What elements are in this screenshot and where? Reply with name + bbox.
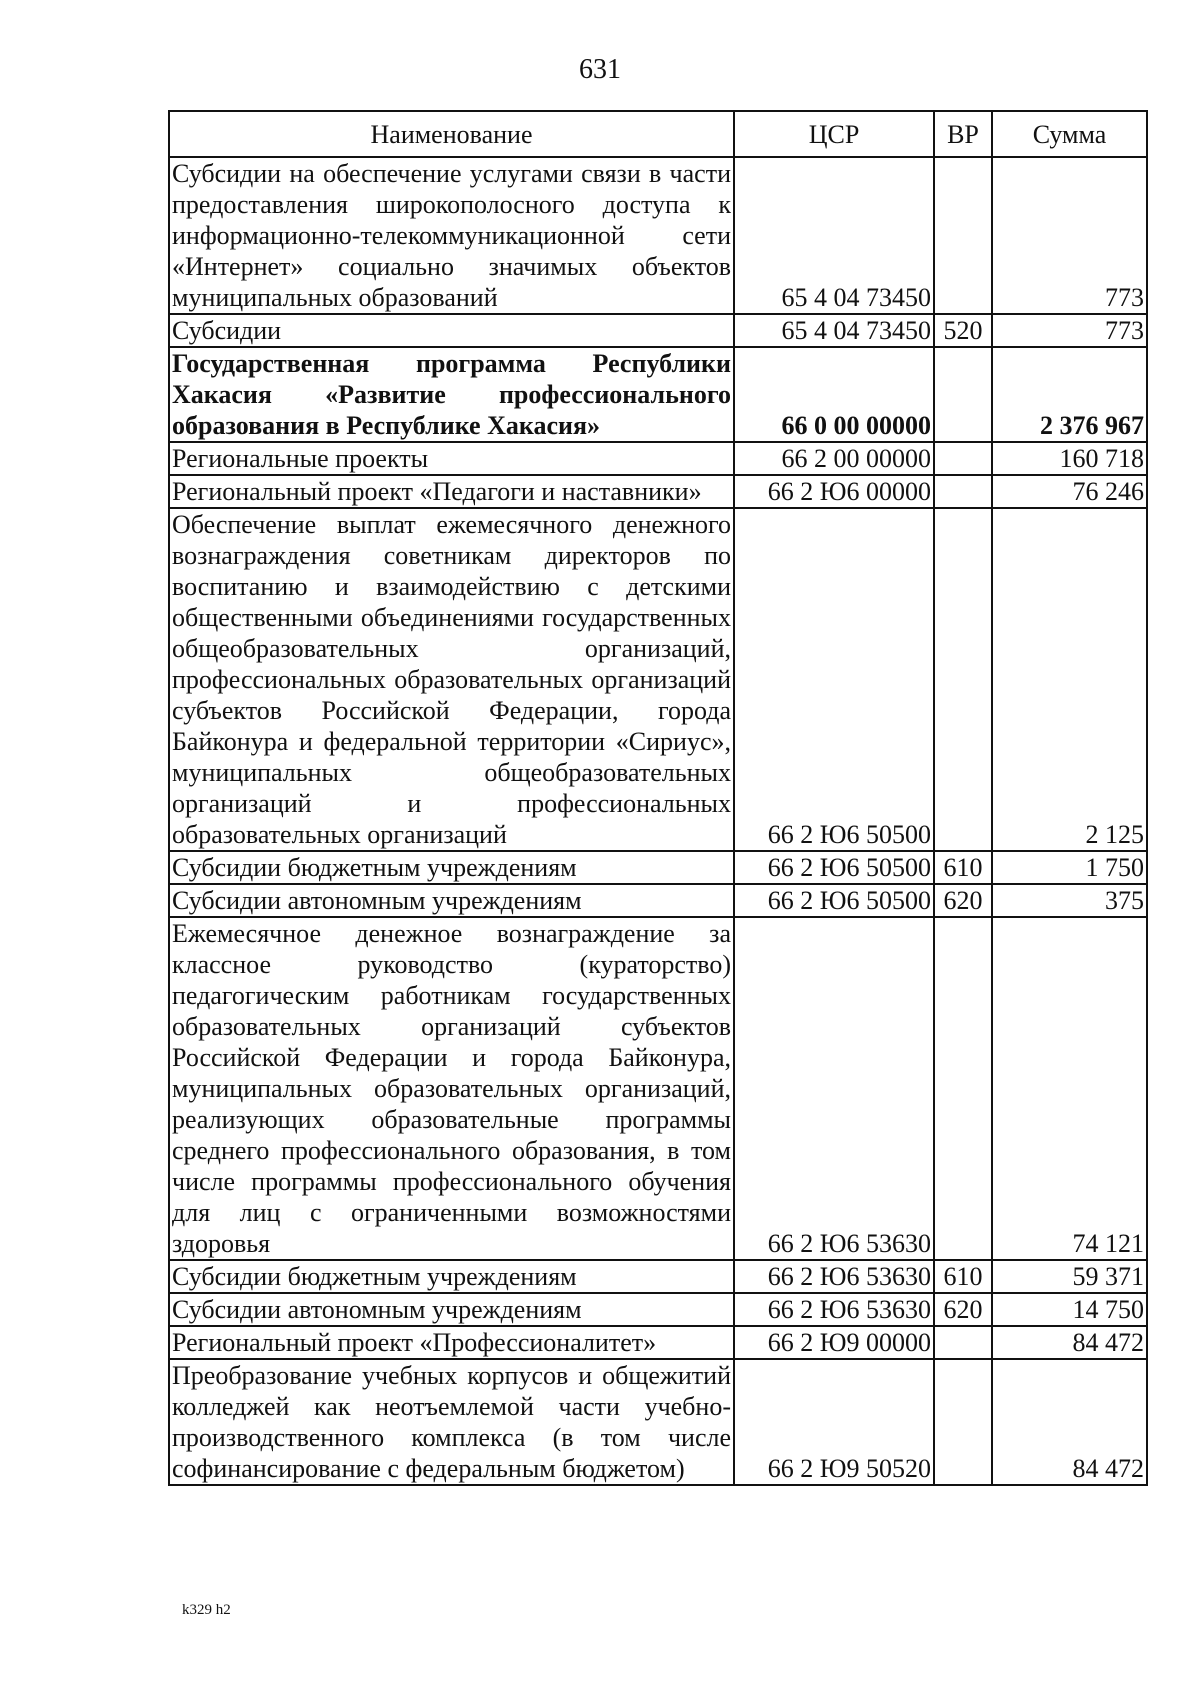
cell-csr: 66 2 Ю6 00000 xyxy=(734,475,934,508)
cell-sum: 74 121 xyxy=(992,917,1147,1260)
table-row xyxy=(169,314,1147,347)
table-row xyxy=(169,1326,1147,1359)
cell-vr xyxy=(934,1359,992,1485)
cell-vr xyxy=(934,508,992,851)
cell-vr xyxy=(934,442,992,475)
table-header-row xyxy=(169,111,1147,157)
cell-sum: 375 xyxy=(992,884,1147,917)
cell-name: Субсидии на обеспечение услугами связи в части предоставления широкополосного доступа к информационно-телекоммуникационной сети «Интернет» социально значимых объектов муниципальных образований xyxy=(169,157,734,314)
cell-sum: 2 376 967 xyxy=(992,347,1147,442)
cell-name: Региональные проекты xyxy=(169,442,734,475)
cell-sum: 84 472 xyxy=(992,1326,1147,1359)
cell-csr: 66 2 Ю6 53630 xyxy=(734,1293,934,1326)
cell-vr: 620 xyxy=(934,884,992,917)
cell-name: Преобразование учебных корпусов и общежитий колледжей как неотъемлемой части учебно-производственного комплекса (в том числе софинансирование с федеральным бюджетом) xyxy=(169,1359,734,1485)
table-row xyxy=(169,884,1147,917)
cell-sum: 2 125 xyxy=(992,508,1147,851)
cell-sum: 773 xyxy=(992,157,1147,314)
cell-csr: 66 2 Ю6 50500 xyxy=(734,508,934,851)
cell-name: Субсидии автономным учреждениям xyxy=(169,884,734,917)
cell-name: Региональный проект «Педагоги и наставники» xyxy=(169,475,734,508)
cell-csr: 66 2 Ю6 53630 xyxy=(734,917,934,1260)
table-row xyxy=(169,508,1147,851)
table-row xyxy=(169,1260,1147,1293)
cell-vr xyxy=(934,917,992,1260)
cell-vr xyxy=(934,347,992,442)
cell-sum: 84 472 xyxy=(992,1359,1147,1485)
cell-name: Субсидии бюджетным учреждениям xyxy=(169,851,734,884)
table-row xyxy=(169,157,1147,314)
header-vr: ВР xyxy=(934,111,992,157)
cell-name: Субсидии xyxy=(169,314,734,347)
cell-vr xyxy=(934,475,992,508)
table-row xyxy=(169,1293,1147,1326)
cell-sum: 1 750 xyxy=(992,851,1147,884)
footer-code: k329 h2 xyxy=(182,1602,231,1618)
cell-name: Государственная программа Республики Хакасия «Развитие профессионального образования в Республике Хакасия» xyxy=(169,347,734,442)
table-row xyxy=(169,851,1147,884)
cell-csr: 66 2 Ю9 50520 xyxy=(734,1359,934,1485)
cell-csr: 66 0 00 00000 xyxy=(734,347,934,442)
cell-name: Региональный проект «Профессионалитет» xyxy=(169,1326,734,1359)
header-sum: Сумма xyxy=(992,111,1147,157)
cell-vr xyxy=(934,1326,992,1359)
table-row xyxy=(169,442,1147,475)
cell-csr: 66 2 Ю6 50500 xyxy=(734,851,934,884)
cell-csr: 66 2 Ю6 50500 xyxy=(734,884,934,917)
cell-csr: 65 4 04 73450 xyxy=(734,157,934,314)
cell-vr xyxy=(934,157,992,314)
table-body xyxy=(169,157,1147,1485)
cell-name: Ежемесячное денежное вознаграждение за классное руководство (кураторство) педагогическим работникам государственных образовательных организаций субъектов Российской Федерации и города Байконура, муниципальных образовательных организаций, реализующих образовательные программы среднего профессионального образования, в том числе программы профессионального обучения для лиц с ограниченными возможностями здоровья xyxy=(169,917,734,1260)
cell-sum: 76 246 xyxy=(992,475,1147,508)
cell-vr: 620 xyxy=(934,1293,992,1326)
budget-table xyxy=(168,110,1148,1486)
cell-sum: 773 xyxy=(992,314,1147,347)
cell-sum: 14 750 xyxy=(992,1293,1147,1326)
header-name: Наименование xyxy=(169,111,734,157)
table-row xyxy=(169,475,1147,508)
page-number: 631 xyxy=(579,54,621,85)
cell-vr: 610 xyxy=(934,1260,992,1293)
cell-name: Субсидии автономным учреждениям xyxy=(169,1293,734,1326)
table-row xyxy=(169,917,1147,1260)
cell-vr: 610 xyxy=(934,851,992,884)
cell-name: Субсидии бюджетным учреждениям xyxy=(169,1260,734,1293)
cell-csr: 66 2 00 00000 xyxy=(734,442,934,475)
cell-vr: 520 xyxy=(934,314,992,347)
table-row xyxy=(169,1359,1147,1485)
cell-name: Обеспечение выплат ежемесячного денежного вознаграждения советникам директоров по воспитанию и взаимодействию с детскими общественными объединениями государственных общеобразовательных организаций, профессиональных образовательных организаций субъектов Российской Федерации, города Байконура и федеральной территории «Сириус», муниципальных общеобразовательных организаций и профессиональных образовательных организаций xyxy=(169,508,734,851)
cell-csr: 66 2 Ю6 53630 xyxy=(734,1260,934,1293)
cell-sum: 59 371 xyxy=(992,1260,1147,1293)
cell-sum: 160 718 xyxy=(992,442,1147,475)
cell-csr: 65 4 04 73450 xyxy=(734,314,934,347)
table-row xyxy=(169,347,1147,442)
header-csr: ЦСР xyxy=(734,111,934,157)
cell-csr: 66 2 Ю9 00000 xyxy=(734,1326,934,1359)
